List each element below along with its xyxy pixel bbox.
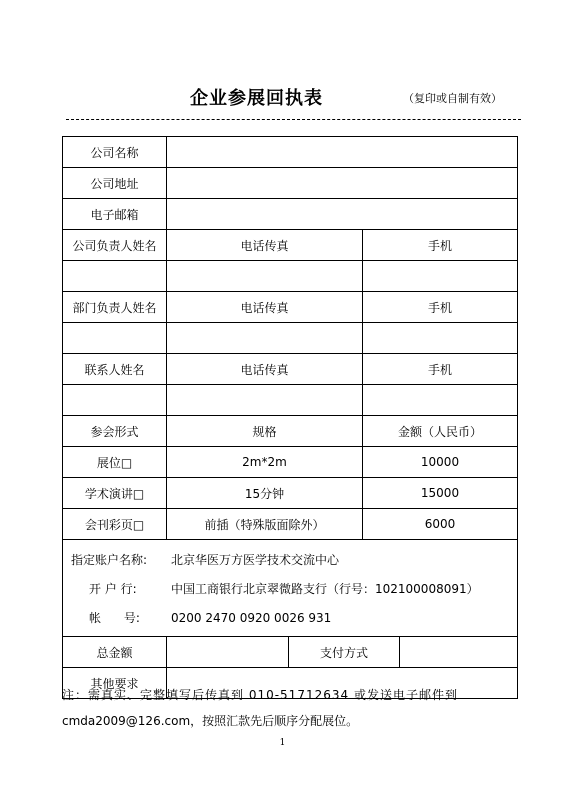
dept-head-label: 部门负责人姓名	[63, 292, 167, 323]
company-head-phone-field[interactable]	[167, 261, 363, 292]
contact-mobile-field[interactable]	[363, 385, 518, 416]
mobile-header: 手机	[363, 354, 518, 385]
company-name-field[interactable]	[167, 137, 518, 168]
dept-head-mobile-field[interactable]	[363, 323, 518, 354]
registration-form-table	[62, 136, 518, 699]
account-number-value: 0200 2470 0920 0026 931	[171, 611, 332, 625]
amount-header: 金额（人民币）	[363, 416, 518, 447]
booth-checkbox-label[interactable]: 展位□	[63, 447, 167, 478]
bank-value: 中国工商银行北京翠微路支行（行号：102100008091）	[171, 582, 479, 596]
account-info-block	[63, 540, 518, 637]
lecture-checkbox-label[interactable]: 学术演讲□	[63, 478, 167, 509]
dept-head-phone-field[interactable]	[167, 323, 363, 354]
phone-fax-header: 电话传真	[167, 292, 363, 323]
account-name-value: 北京华医万方医学技术交流中心	[171, 553, 340, 567]
total-amount-field[interactable]	[167, 637, 289, 668]
payment-method-label: 支付方式	[289, 637, 400, 668]
color-page-amount: 6000	[363, 509, 518, 540]
account-number-label: 帐 号:	[89, 611, 140, 625]
contact-person-label: 联系人姓名	[63, 354, 167, 385]
company-address-field[interactable]	[167, 168, 518, 199]
booth-spec: 2m*2m	[167, 447, 363, 478]
submission-note-line1: 注：需真实、完整填写后传真到 010-51712634 或发送电子邮件到	[62, 688, 458, 702]
participation-type-header: 参会形式	[63, 416, 167, 447]
page-number: 1	[279, 738, 286, 748]
lecture-spec: 15分钟	[167, 478, 363, 509]
submission-note-line2: cmda2009@126.com，按照汇款先后顺序分配展位。	[62, 714, 359, 728]
bank-label: 开 户 行:	[89, 582, 137, 596]
spec-header: 规格	[167, 416, 363, 447]
company-head-mobile-field[interactable]	[363, 261, 518, 292]
company-head-label: 公司负责人姓名	[63, 230, 167, 261]
company-address-label: 公司地址	[63, 168, 167, 199]
contact-name-field[interactable]	[63, 385, 167, 416]
phone-fax-header: 电话传真	[167, 354, 363, 385]
mobile-header: 手机	[363, 292, 518, 323]
email-label: 电子邮箱	[63, 199, 167, 230]
company-head-name-field[interactable]	[63, 261, 167, 292]
email-field[interactable]	[167, 199, 518, 230]
payment-method-field[interactable]	[400, 637, 518, 668]
mobile-header: 手机	[363, 230, 518, 261]
contact-phone-field[interactable]	[167, 385, 363, 416]
account-name-label: 指定账户名称:	[71, 553, 148, 567]
dashed-divider	[66, 119, 521, 120]
total-amount-label: 总金额	[63, 637, 167, 668]
form-title: 企业参展回执表	[190, 88, 323, 109]
color-page-checkbox-label[interactable]: 会刊彩页□	[63, 509, 167, 540]
company-name-label: 公司名称	[63, 137, 167, 168]
phone-fax-header: 电话传真	[167, 230, 363, 261]
other-requirements-label: 其他要求	[63, 668, 167, 699]
color-page-spec: 前插（特殊版面除外）	[167, 509, 363, 540]
booth-amount: 10000	[363, 447, 518, 478]
copy-validity-note: （复印或自制有效）	[403, 92, 502, 105]
dept-head-name-field[interactable]	[63, 323, 167, 354]
lecture-amount: 15000	[363, 478, 518, 509]
